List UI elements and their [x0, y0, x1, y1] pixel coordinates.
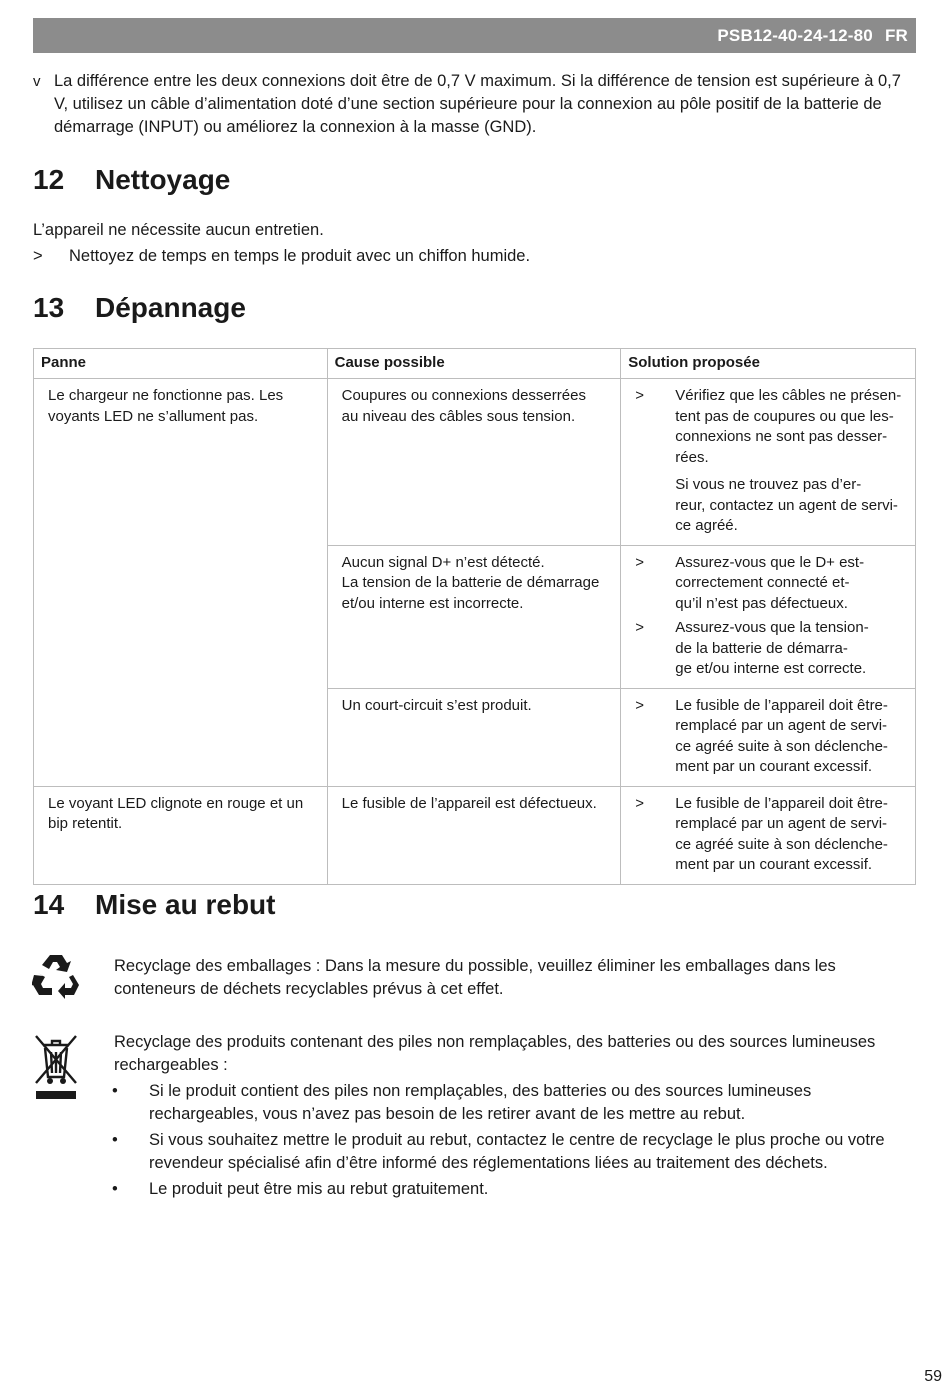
- solution-cell: [621, 379, 916, 546]
- section-title: Dépannage: [95, 292, 246, 323]
- model-number: PSB12-40-24-12-80: [717, 25, 873, 45]
- packaging-recycling-text: Recyclage des emballages : Dans la mesure du possible, veuillez éliminer les emballages dans les conteneurs de déchets recyclables prévus à cet effet.: [114, 957, 836, 998]
- cleaning-step-text: Nettoyez de temps en temps le produit avec un chiffon humide.: [69, 247, 531, 265]
- cause-cell: Aucun signal D+ n’est détecté. La tension de la batterie de démarrage et/ou interne est incorrecte.: [327, 545, 621, 688]
- solution-text: Vérifiez que les câbles ne présen- tent pas de coupures ou que les- connexions ne sont pas desser- rées.: [675, 387, 902, 466]
- solution-step: [631, 696, 903, 778]
- troubleshooting-table: [33, 348, 916, 885]
- step-marker: >: [635, 387, 645, 404]
- bullet-marker: •: [112, 1082, 118, 1100]
- solution-step: [631, 794, 903, 876]
- section-13-heading: [33, 292, 246, 324]
- bullet-marker: •: [112, 1180, 118, 1198]
- list-item: [112, 1129, 917, 1175]
- panne-cell: Le chargeur ne fonctionne pas. Les voyants LED ne s’allument pas.: [34, 379, 328, 787]
- section-number: 12: [33, 164, 65, 195]
- solution-text: Le fusible de l’appareil doit être- remplacé par un agent de servi- ce agréé suite à son déclenche- ment par un courant excessif.: [675, 696, 888, 775]
- disposal-bullet-list: [112, 1080, 917, 1204]
- solution-cell: [621, 545, 916, 688]
- list-item: [112, 1080, 917, 1126]
- cause-cell: Le fusible de l’appareil est défectueux.: [327, 786, 621, 884]
- recycle-icon: [32, 951, 80, 999]
- table-header-row: [34, 349, 916, 379]
- weee-recycling-text: Recyclage des produits contenant des piles non remplaçables, des batteries ou des sources lumineuses rechargeables :: [114, 1033, 876, 1074]
- cause-cell: Un court-circuit s’est produit.: [327, 688, 621, 786]
- page-header: [33, 18, 916, 53]
- cause-cell: Coupures ou connexions desserrées au niveau des câbles sous tension.: [327, 379, 621, 546]
- table-row: [34, 786, 916, 884]
- step-marker: >: [635, 553, 645, 571]
- step-marker: >: [635, 794, 645, 812]
- cleaning-step: [33, 245, 530, 268]
- solution-step: [631, 618, 903, 680]
- section-number: 13: [33, 292, 65, 323]
- solution-step: [631, 386, 903, 468]
- step-marker: >: [33, 247, 43, 265]
- header-cause: Cause possible: [327, 349, 621, 379]
- section-title: Nettoyage: [95, 164, 231, 195]
- header-panne: Panne: [34, 349, 328, 379]
- solution-step: [631, 553, 903, 615]
- bullet-text: Si vous souhaitez mettre le produit au rebut, contactez le centre de recyclage le plus proche ou votre revendeur spécialisé afin d’être informé des réglementations liées au traitement des déchets.: [149, 1131, 885, 1172]
- bullet-text: Le produit peut être mis au rebut gratuitement.: [149, 1180, 489, 1198]
- cleaning-text: L’appareil ne nécessite aucun entretien.: [33, 221, 324, 239]
- step-marker: >: [635, 696, 645, 714]
- section-title: Mise au rebut: [95, 889, 276, 920]
- bullet-text: Si le produit contient des piles non remplaçables, des batteries ou des sources lumineuses rechargeables, vous n’avez pas besoin de les retirer avant de les mettre au rebut.: [149, 1082, 812, 1123]
- check-marker: v: [33, 73, 41, 90]
- page-number: 59: [924, 1368, 942, 1385]
- section-14-heading: [33, 889, 275, 921]
- section-12-heading: [33, 164, 230, 196]
- list-item: [112, 1178, 917, 1201]
- solution-cell: [621, 786, 916, 884]
- bullet-marker: •: [112, 1131, 118, 1149]
- language-code: FR: [884, 25, 908, 45]
- table-row: [34, 379, 916, 546]
- solution-note: Si vous ne trouvez pas d’er- reur, contactez un agent de servi- ce agréé.: [675, 476, 898, 534]
- section-number: 14: [33, 889, 65, 920]
- crossed-bin-icon: [33, 1033, 79, 1101]
- solution-cell: [621, 688, 916, 786]
- header-solution: Solution proposée: [621, 349, 916, 379]
- solution-text: Assurez-vous que le D+ est- correctement connecté et- qu’il n’est pas défectueux.: [675, 553, 865, 612]
- panne-cell: Le voyant LED clignote en rouge et un bip retentit.: [34, 786, 328, 884]
- solution-text: Le fusible de l’appareil doit être- remplacé par un agent de servi- ce agréé suite à son déclenche- ment par un courant excessif.: [675, 794, 888, 873]
- solution-text: Assurez-vous que la tension- de la batterie de démarra- ge et/ou interne est correcte.: [675, 619, 869, 677]
- intro-text: La différence entre les deux connexions doit être de 0,7 V maximum. Si la différence de tension est supérieure à 0,7 V, utilisez un câble d’alimentation doté d’une section supérieure pour la connexion au pôle positif de la batterie de démarrage (INPUT) ou améliorez la connexion à la masse (GND).: [54, 72, 901, 136]
- step-marker: >: [635, 619, 645, 636]
- intro-note: [33, 70, 913, 139]
